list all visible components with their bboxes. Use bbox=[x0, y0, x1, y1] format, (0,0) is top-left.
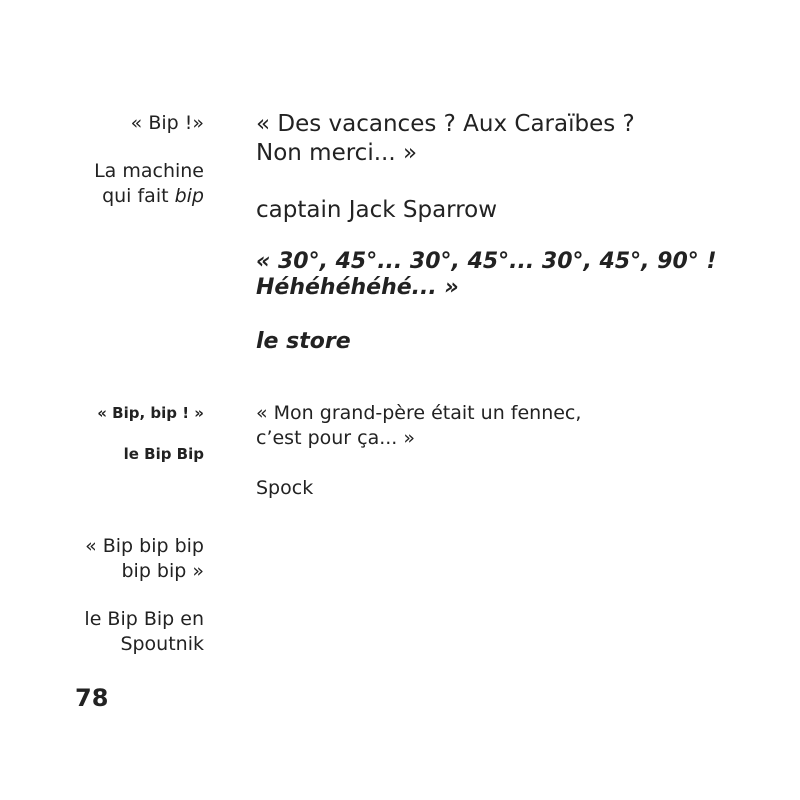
author-sparrow bbox=[256, 196, 497, 225]
quote-line: c’est pour ça... » bbox=[256, 427, 416, 449]
author-italic-text: bip bbox=[174, 185, 204, 207]
quote-text: « Bip, bip ! » bbox=[97, 404, 204, 422]
author-line bbox=[94, 184, 204, 209]
author-machine bbox=[94, 159, 204, 209]
quote-bip-bip bbox=[97, 403, 204, 423]
author-line: La machine bbox=[94, 160, 204, 182]
quote-fennec bbox=[256, 401, 581, 451]
author-line: Spoutnik bbox=[120, 633, 204, 655]
author-store bbox=[256, 329, 351, 355]
quote-text: « Bip !» bbox=[130, 112, 204, 134]
quote-line: « Des vacances ? Aux Caraïbes ? bbox=[256, 111, 635, 137]
author-spock bbox=[256, 476, 313, 501]
author-text: Spock bbox=[256, 477, 314, 499]
quote-bip-bip-bip bbox=[85, 534, 204, 584]
author-text: le store bbox=[256, 329, 351, 354]
author-spoutnik bbox=[84, 607, 204, 657]
quote-line: « Bip bip bip bbox=[85, 535, 204, 557]
quote-store bbox=[256, 249, 717, 301]
author-text: captain Jack Sparrow bbox=[256, 197, 498, 223]
author-line: le Bip Bip en bbox=[84, 608, 204, 630]
page-number: 78 bbox=[75, 684, 109, 712]
quote-line: Non merci... » bbox=[256, 140, 418, 166]
author-text: qui fait bbox=[102, 185, 175, 207]
quote-line: bip bip » bbox=[121, 560, 204, 582]
author-text: le Bip Bip bbox=[123, 445, 204, 463]
quote-line: « 30°, 45°... 30°, 45°... 30°, 45°, 90° ! bbox=[256, 249, 717, 274]
quote-line: « Mon grand-père était un fennec, bbox=[256, 402, 582, 424]
quote-bip bbox=[131, 111, 204, 136]
author-bip-bip bbox=[124, 444, 204, 464]
quote-line: Héhéhéhéhé... » bbox=[256, 275, 459, 300]
quote-vacances bbox=[256, 110, 635, 168]
